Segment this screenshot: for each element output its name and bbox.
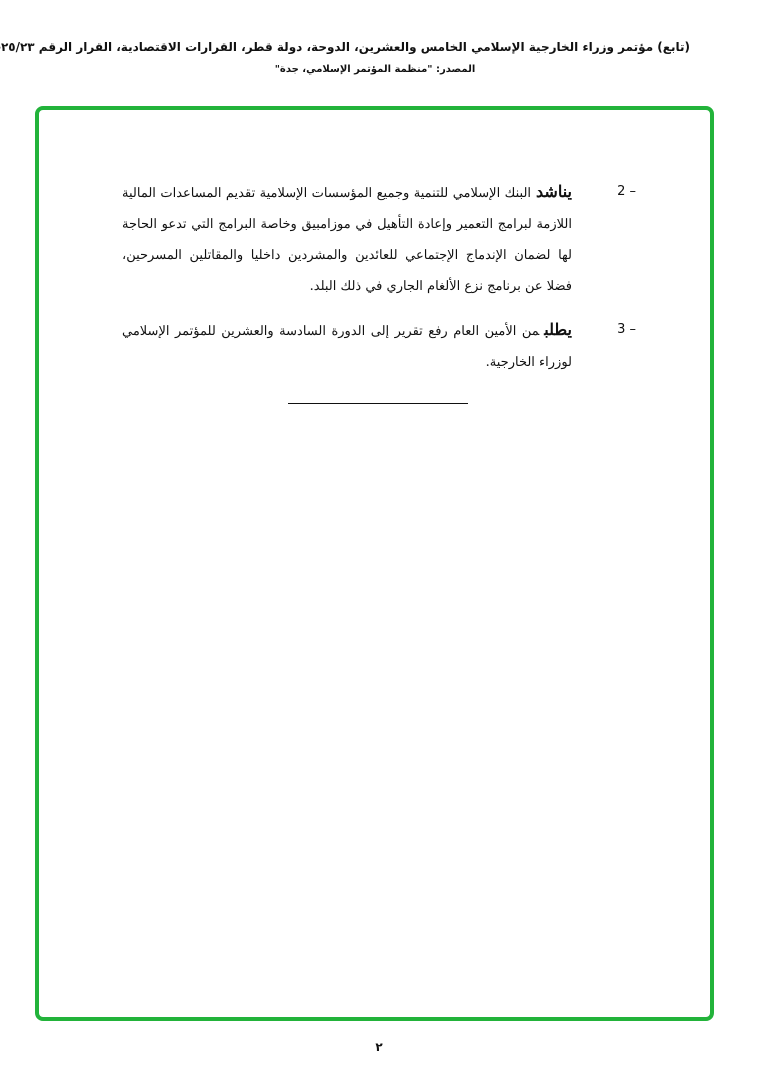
document-header-title: (تابع) مؤتمر وزراء الخارجية الإسلامي الخامس والعشرين، الدوحة، دولة قطر، القرارات الاقتصادية، القرار الرقم ٢٥/٢٣ — [0, 40, 690, 54]
clause-body — [122, 314, 572, 378]
clause-text: من الأمين العام رفع تقرير إلى الدورة السادسة والعشرين للمؤتمر الإسلامي لوزراء الخارجية. — [122, 324, 572, 370]
end-separator-line — [288, 403, 468, 404]
clause-verb: يناشد — [536, 182, 572, 201]
clause-3 — [36, 314, 636, 384]
clause-number: 2 – — [617, 184, 636, 199]
clause-2 — [36, 176, 636, 306]
clause-number: 3 – — [617, 322, 636, 337]
page-number: ٢ — [375, 1040, 383, 1054]
document-source-line: المصدر: "منظمة المؤتمر الإسلامي، جدة" — [274, 64, 476, 75]
clause-text: البنك الإسلامي للتنمية وجميع المؤسسات الإسلامية تقديم المساعدات المالية اللازمة لبرامج التعمير وإعادة التأهيل في موزامبيق وخاصة البرامج التي تدعو الحاجة لها لضمان الإندماج الإجتماعي للعائدين والمشردين داخليا والمقاتلين المسرحين، فضلا عن برنامج نزع الألغام الجاري في ذلك البلد. — [122, 186, 572, 294]
clause-verb: يطلب — [544, 320, 572, 339]
clause-body — [122, 176, 572, 302]
